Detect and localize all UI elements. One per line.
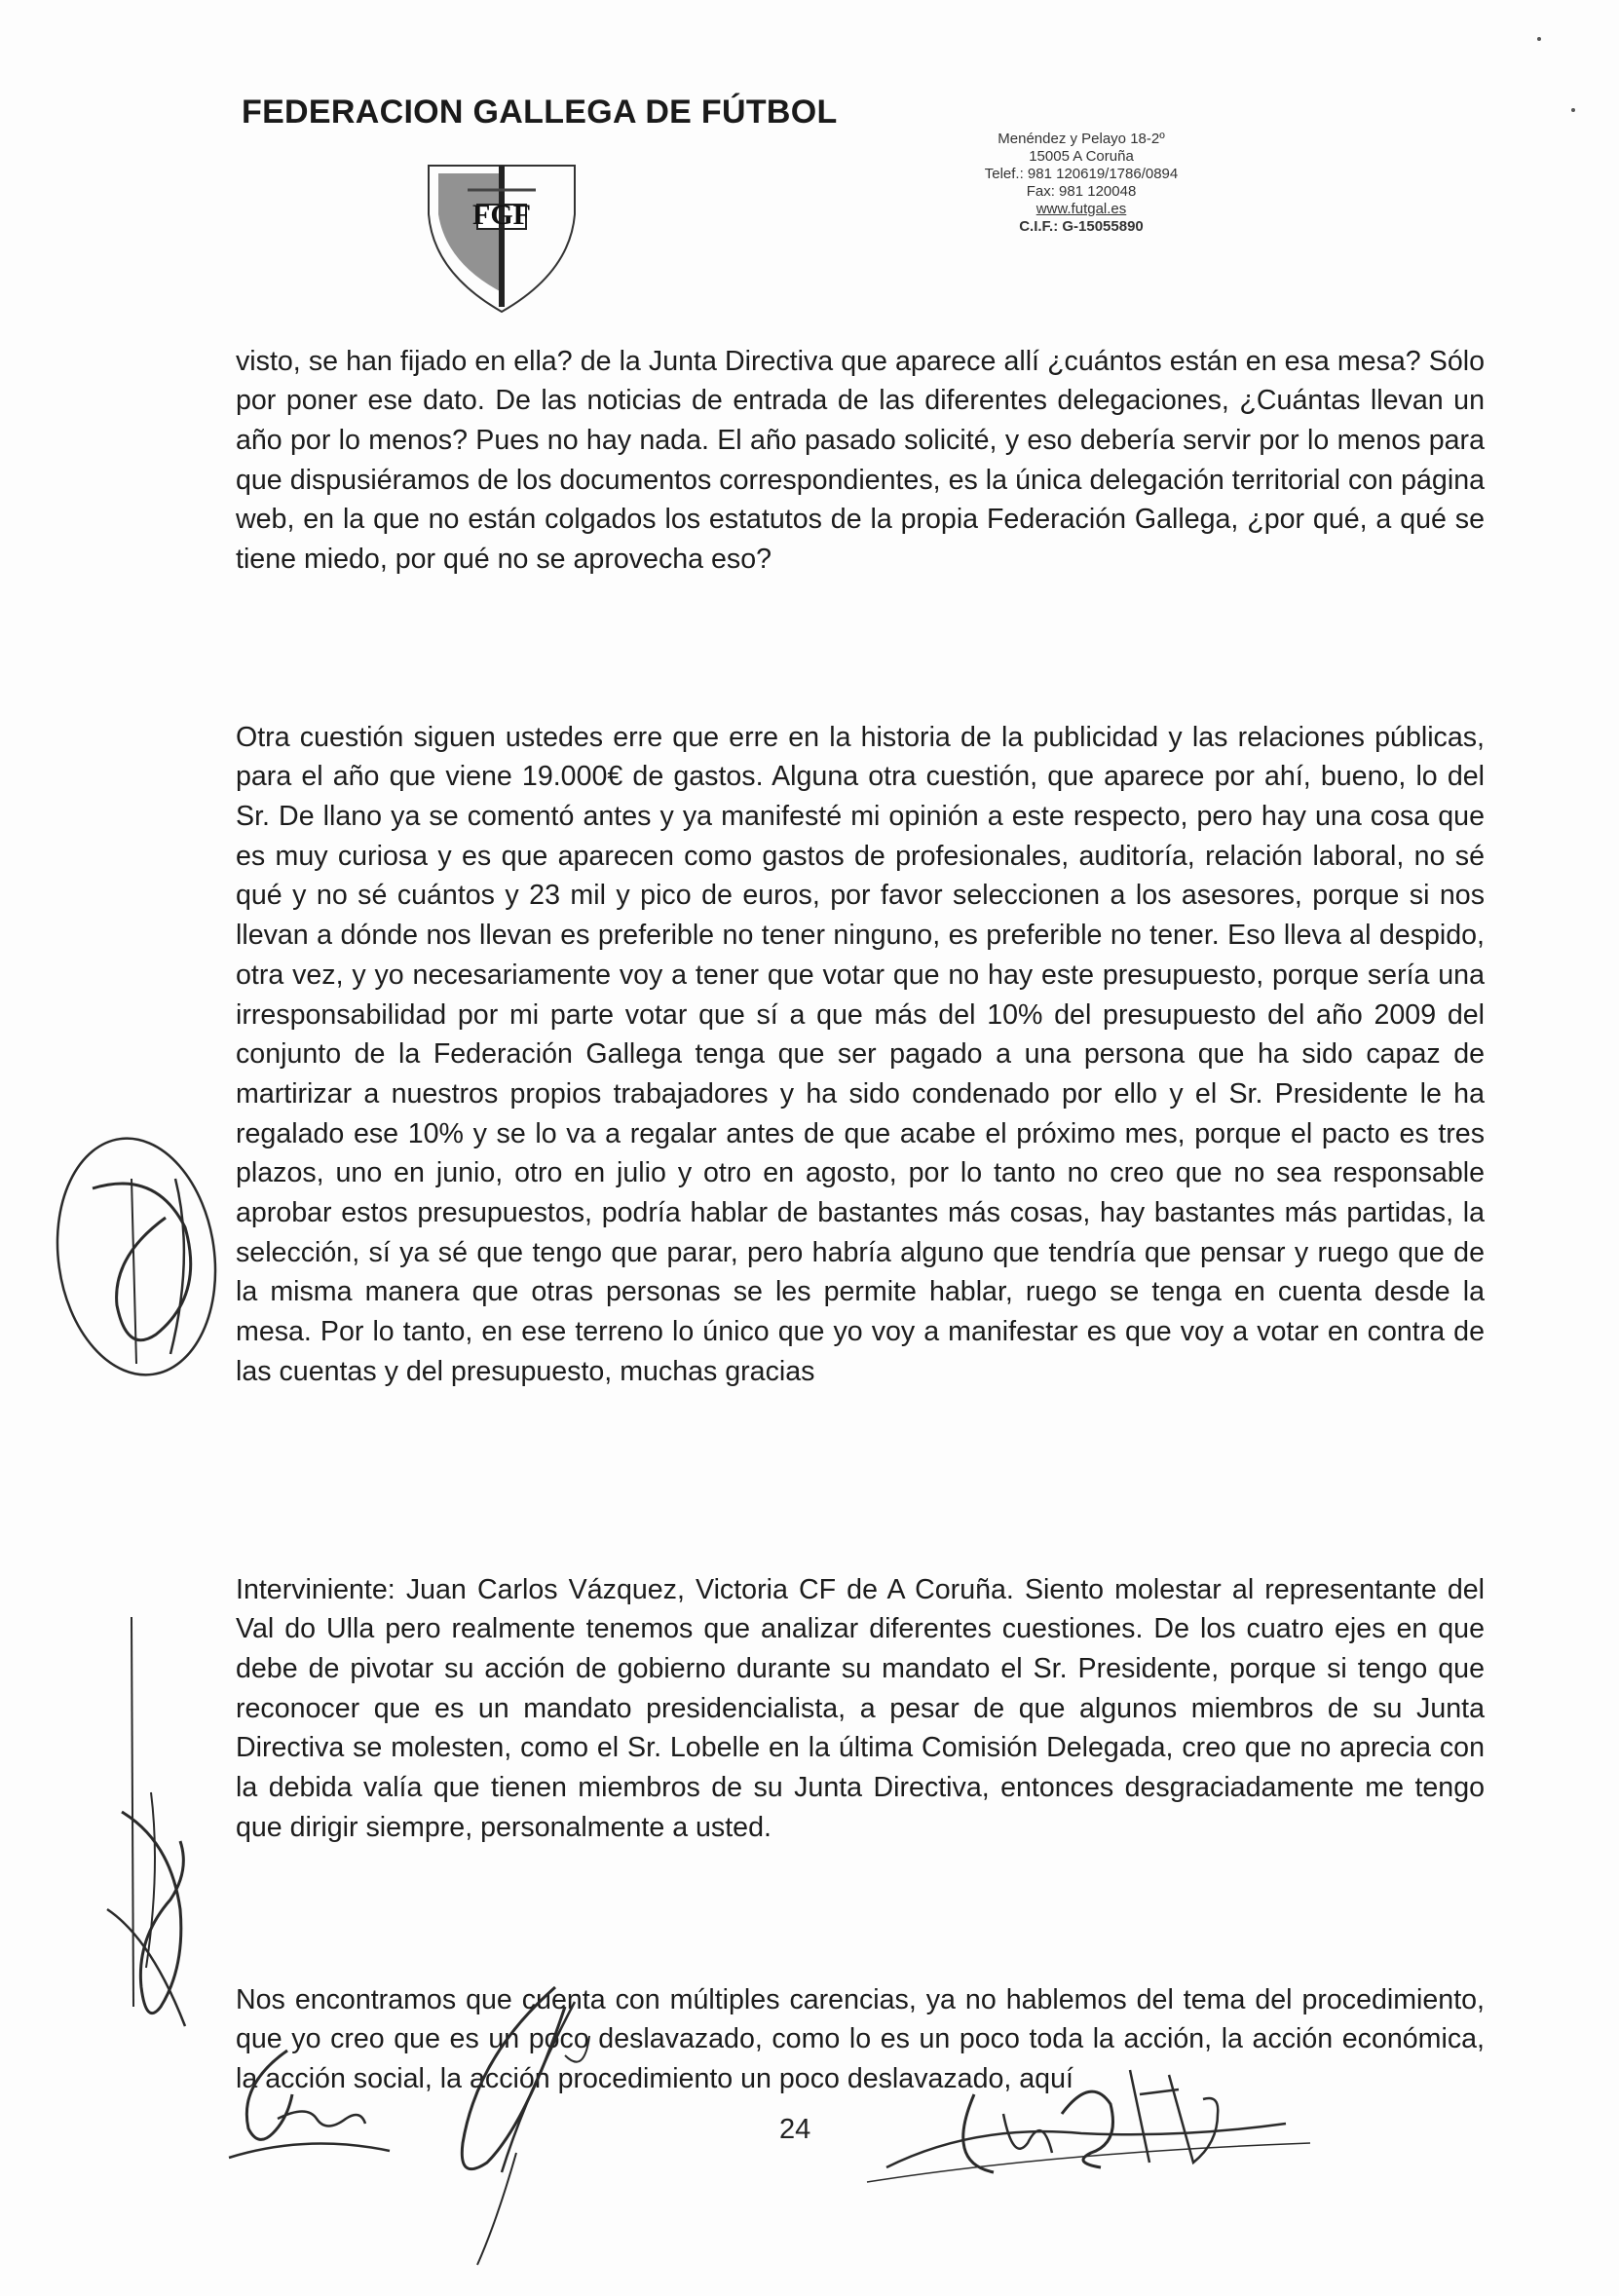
bottom-signature-3: [857, 2055, 1315, 2202]
paragraph-budget-objection: Otra cuestión siguen ustedes erre que erre en la historia de la publicidad y las relaciones públicas, para el año que viene 19.000€ de gastos. Alguna otra cuestión, que aparece por ahí, bueno, lo del Sr. De llano ya se comentó antes y ya manifesté mi opinión a este respecto, pero hay una cosa que es muy curiosa y es que aparecen como gastos de profesionales, auditoría, relación laboral, no sé qué y no sé cuántos y 23 mil y pico de euros, por favor seleccionen a los asesores, porque si nos llevan a dónde nos llevan es preferible no tener ninguno, es preferible no tener. Eso lleva al despido, otra vez, y yo necesariamente voy a tener que votar que no hay este presupuesto, porque sería una irresponsabilidad por mi parte votar que sí a que más del 10% del presupuesto del año 2009 del conjunto de la Federación Gallega tenga que ser pagado a una persona que ha sido capaz de martirizar a nuestros propios trabajadores y ha sido condenado por ello y el Sr. Presidente le ha regalado ese 10% y se lo va a regalar antes de que acabe el próximo mes, porque el pacto es tres plazos, uno en junio, otro en julio y otro en agosto, por lo tanto no creo que no sea responsable aprobar estos presupuestos, podría hablar de bastantes más cosas, hay bastantes más partidas, la selección, sí ya sé que tengo que parar, pero habría alguno que tendría que pensar y ruego que de la misma manera que otras personas se les permite hablar, ruego se tenga en cuenta desde la mesa. Por lo tanto, en ese terreno lo único que yo voy a manifestar es que voy a votar en contra de las cuentas y del presupuesto, muchas gracias: [236, 721, 1485, 1387]
website-link[interactable]: www.futgal.es: [1035, 201, 1127, 217]
paragraph-continuation: visto, se han fijado en ella? de la Junta Directiva que aparece allí ¿cuántos están en esa mesa? Sólo por poner ese dato. De las noticias de entrada de las diferentes delegaciones, ¿Cuántas llevan un año por lo menos? Pues no hay nada. El año pasado solicité, y eso debería servir por lo menos para que dispusiéramos de los documentos correspondientes, es la única delegación territorial con página web, en la que no están colgados los estatutos de la propia Federación Gallega, ¿por qué, a qué se tiene miedo, por qué no se aprovecha eso?: [236, 345, 1485, 576]
bottom-signature-2: [419, 1977, 614, 2270]
address-line: Menéndez y Pelayo 18-2º: [998, 131, 1165, 147]
city-line: 15005 A Coruña: [1029, 148, 1134, 165]
paragraph-shortcomings: Nos encontramos que cuenta con múltiples carencias, ya no hablemos del tema del procedimiento, que yo creo que es un poco deslavazado, como lo es un poco toda la acción, la acción económica, la acción social, la acción procedimiento un poco deslavazado, aquí: [236, 1983, 1485, 2094]
margin-signature-bottom: [93, 1617, 209, 2085]
federation-crest-logo: [409, 146, 594, 317]
contact-block: [935, 131, 1227, 236]
phone-line: Telef.: 981 120619/1786/0894: [984, 166, 1179, 182]
fax-line: Fax: 981 120048: [1026, 183, 1137, 200]
scan-speck: [1571, 108, 1575, 112]
margin-signature-top: [39, 1110, 244, 1403]
cif-line: C.I.F.: G-15055890: [1019, 218, 1144, 235]
paragraph-speaker-intervention: Interviniente: Juan Carlos Vázquez, Victoria CF de A Coruña. Siento molestar al representante del Val do Ulla pero realmente tenemos que analizar diferentes cuestiones. De los cuatro ejes en que debe de pivotar su acción de gobierno durante su mandato el Sr. Presidente, porque si tengo que reconocer que es un mandato presidencialista, a pesar de que algunos miembros de su Junta Directiva se molesten, como el Sr. Lobelle en la última Comisión Delegada, creo que no aprecia con la debida valía que tienen miembros de su Junta Directiva, entonces desgraciadamente me tengo que dirigir siempre, personalmente a usted.: [236, 1573, 1485, 1843]
page-number: 24: [779, 2114, 811, 2145]
organization-name: FEDERACION GALLEGA DE FÚTBOL: [242, 94, 838, 131]
bottom-signature-1: [219, 2026, 404, 2172]
crest-letters: FGF: [472, 199, 531, 231]
scan-speck: [1537, 37, 1541, 41]
